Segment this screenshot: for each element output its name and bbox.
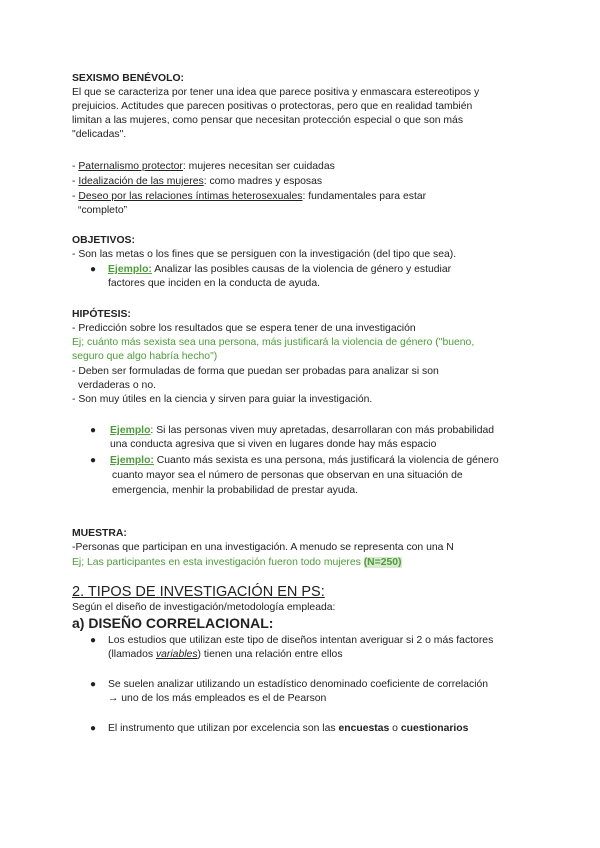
sexismo-item-cont: “completo” xyxy=(78,205,128,216)
hipotesis-example-2-cont: emergencia, menhir la probabilidad de prestar ayuda. xyxy=(112,485,359,496)
hipotesis-example-2: Ejemplo: Cuanto más sexista es una persona, más justificará la violencia de género xyxy=(110,455,499,466)
objetivos-heading: OBJETIVOS: xyxy=(72,235,135,246)
tipos-subline: Según el diseño de investigación/metodología empleada: xyxy=(72,602,336,613)
hipotesis-heading: HIPÓTESIS: xyxy=(72,309,131,320)
hipotesis-green-example: seguro que algo habría hecho") xyxy=(72,351,218,362)
muestra-line: -Personas que participan en una investigación. A menudo se representa con una N xyxy=(72,542,454,553)
objetivos-example: Ejemplo: Analizar las posibles causas de la violencia de género y estudiar xyxy=(108,264,452,275)
correlacional-bullet: El instrumento que utilizan por excelencia son las encuestas o cuestionarios xyxy=(108,723,469,734)
hipotesis-example-1-cont: una conducta agresiva que si viven en lugares donde hay más espacio xyxy=(110,439,437,450)
hipotesis-line: - Son muy útiles en la ciencia y sirven para guiar la investigación. xyxy=(72,394,373,405)
sexismo-para-line: "delicadas". xyxy=(72,129,127,140)
bullet-icon: ● xyxy=(90,723,97,734)
sexismo-item: - Paternalismo protector: mujeres necesitan ser cuidadas xyxy=(72,161,335,172)
correlacional-bullet: Los estudios que utilizan este tipo de diseños intentan averiguar si 2 o más factores xyxy=(108,635,494,646)
bullet-icon: ● xyxy=(90,425,97,436)
hipotesis-line: - Predicción sobre los resultados que se espera tener de una investigación xyxy=(72,323,416,334)
section-heading: 2. TIPOS DE INVESTIGACIÓN EN PS: xyxy=(72,584,325,600)
correlacional-bullet-cont: (llamados variables) tienen una relación entre ellos xyxy=(108,649,343,660)
hipotesis-line: - Deben ser formuladas de forma que puedan ser probadas para analizar si son xyxy=(72,366,439,377)
bullet-icon: ● xyxy=(90,455,97,466)
sexismo-para-line: limitan a las mujeres, como pensar que necesitan protección especial o que son más xyxy=(72,115,464,126)
bullet-icon: ● xyxy=(90,679,97,690)
correlacional-bullet-cont: → uno de los más empleados es el de Pearson xyxy=(108,693,327,704)
muestra-heading: MUESTRA: xyxy=(72,528,127,539)
sexismo-heading: SEXISMO BENÉVOLO: xyxy=(72,73,185,84)
hipotesis-example-2-cont: cuanto mayor sea el número de personas que observan en una situación de xyxy=(112,470,463,481)
objetivos-line: - Son las metas o los fines que se persiguen con la investigación (del tipo que sea). xyxy=(72,249,457,260)
hipotesis-green-example: Ej; cuánto más sexista sea una persona, más justificará la violencia de género ("bueno, xyxy=(72,337,475,348)
sexismo-para-line: El que se caracteriza por tener una idea que parece positiva y enmascara estereotipos y xyxy=(72,87,480,98)
muestra-green-example: Ej; Las participantes en esta investigación fueron todo mujeres (N=250) xyxy=(72,557,402,568)
sexismo-item: - Idealización de las mujeres: como madres y esposas xyxy=(72,176,323,187)
hipotesis-example-1: Ejemplo: Si las personas viven muy apretadas, desarrollaran con más probabilidad xyxy=(110,425,495,436)
sexismo-para-line: prejuicios. Actitudes que parecen positivas o protectoras, pero que en realidad también xyxy=(72,101,473,112)
correlacional-bullet: Se suelen analizar utilizando un estadístico denominado coeficiente de correlación xyxy=(108,679,489,690)
hipotesis-line-cont: verdaderas o no. xyxy=(78,380,156,391)
objetivos-example-cont: factores que inciden en la conducta de ayuda. xyxy=(108,278,321,289)
bullet-icon: ● xyxy=(90,264,97,275)
bullet-icon: ● xyxy=(90,635,97,646)
sexismo-item: - Deseo por las relaciones íntimas heterosexuales: fundamentales para estar xyxy=(72,191,427,202)
subsection-heading: a) DISEÑO CORRELACIONAL: xyxy=(72,615,274,631)
